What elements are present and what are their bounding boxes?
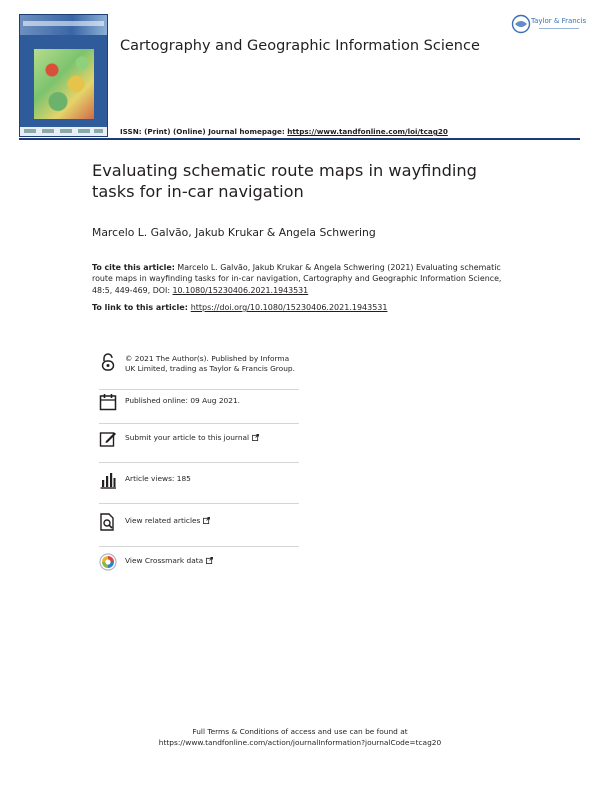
journal-title: Cartography and Geographic Information Science <box>120 38 480 54</box>
publisher-logo[interactable] <box>511 14 585 36</box>
journal-cover-image <box>19 14 108 137</box>
article-views: Article views: 185 <box>125 474 191 483</box>
link-label: To link to this article: <box>92 303 191 312</box>
related-articles-row[interactable] <box>99 513 299 533</box>
crossmark-label: View Crossmark data <box>125 556 204 565</box>
related-articles-link[interactable] <box>125 516 301 526</box>
header-divider <box>19 138 580 140</box>
meta-divider <box>99 423 299 424</box>
external-link-icon <box>206 557 213 564</box>
open-access-lock-icon <box>99 353 117 371</box>
views-row <box>99 471 299 491</box>
license-row <box>99 353 299 387</box>
cover-map-illustration <box>34 49 94 119</box>
terms-line: Full Terms & Conditions of access and use can be found at <box>192 727 408 736</box>
cite-text: Marcelo L. Galvão, Jakub Krukar & Angela Schwering (2021) Evaluating schematic route maps in wayfinding tasks for in-car navigation, Cartography and Geographic Information Science, 48:5, 449-469, DOI: <box>92 263 502 295</box>
taylor-francis-logo-icon <box>511 14 531 34</box>
article-authors: Marcelo L. Galvão, Jakub Krukar & Angela Schwering <box>92 226 376 239</box>
article-title: Evaluating schematic route maps in wayfinding tasks for in-car navigation <box>92 161 477 201</box>
submit-article-row[interactable] <box>99 430 299 450</box>
crossmark-icon <box>99 553 117 571</box>
journal-homepage-link[interactable]: https://www.tandfonline.com/loi/tcag20 <box>287 127 448 136</box>
published-date: Published online: 09 Aug 2021. <box>125 396 241 405</box>
issn-homepage-line <box>120 127 448 136</box>
calendar-icon <box>99 393 117 411</box>
submit-article-label: Submit your article to this journal <box>125 433 250 442</box>
meta-divider <box>99 546 299 547</box>
external-link-icon <box>203 517 210 524</box>
citation-block <box>92 262 512 296</box>
publisher-logo-underline <box>539 28 579 29</box>
meta-divider <box>99 503 299 504</box>
article-link-line <box>92 303 388 312</box>
cite-doi-link[interactable]: 10.1080/15230406.2021.1943531 <box>172 285 309 295</box>
related-articles-label: View related articles <box>125 516 201 525</box>
crossmark-row[interactable] <box>99 553 299 573</box>
cite-label: To cite this article: <box>92 263 175 272</box>
published-row <box>99 393 299 413</box>
cover-footer-strip <box>20 127 107 136</box>
meta-divider <box>99 462 299 463</box>
license-text: © 2021 The Author(s). Published by Informa UK Limited, trading as Taylor & Francis Group. <box>125 354 295 373</box>
document-search-icon <box>99 513 117 531</box>
edit-pencil-icon <box>99 430 117 448</box>
terms-footer <box>100 727 500 748</box>
publisher-logo-text: Taylor & Francis <box>531 17 587 25</box>
external-link-icon <box>252 434 259 441</box>
cover-header-band <box>20 15 107 35</box>
bar-chart-icon <box>99 471 117 489</box>
article-doi-link[interactable]: https://doi.org/10.1080/15230406.2021.1943531 <box>190 303 388 312</box>
issn-label: ISSN: (Print) (Online) Journal homepage: <box>120 127 288 136</box>
submit-article-link[interactable] <box>125 433 301 443</box>
crossmark-link[interactable] <box>125 556 301 566</box>
meta-divider <box>99 389 299 390</box>
terms-url[interactable]: https://www.tandfonline.com/action/journalInformation?journalCode=tcag20 <box>158 737 442 747</box>
